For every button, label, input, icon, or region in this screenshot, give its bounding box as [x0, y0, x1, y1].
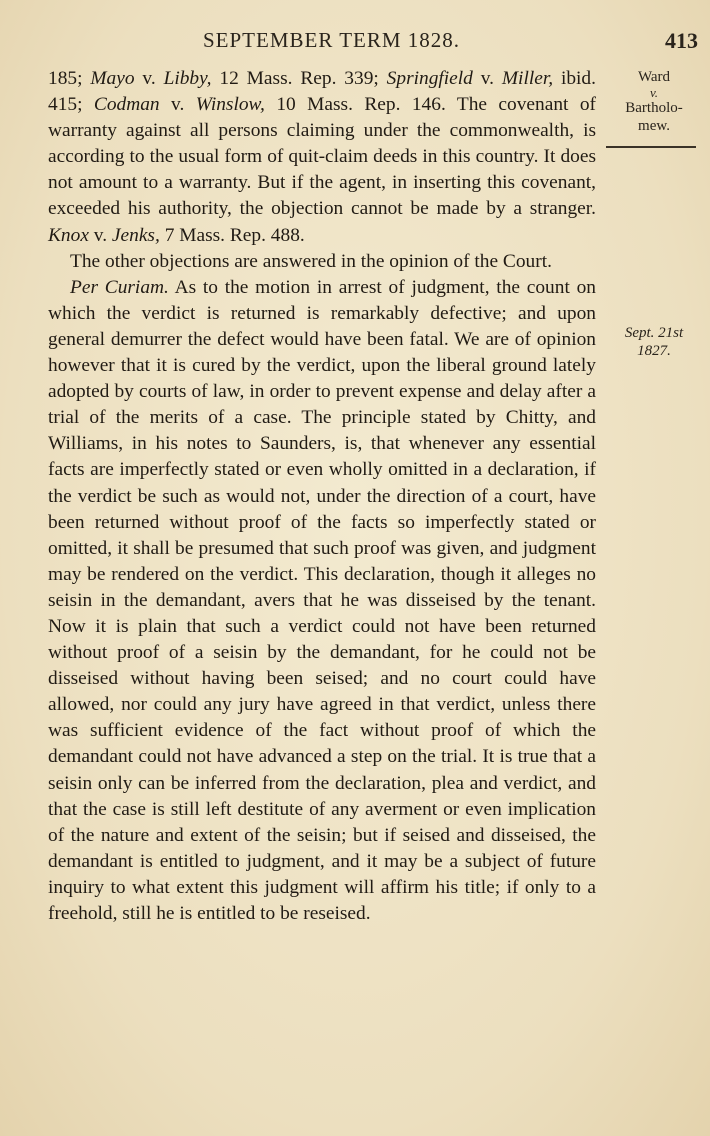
case-name: Knox	[48, 224, 89, 246]
margin-case-versus: v.	[649, 84, 659, 100]
case-name: Libby,	[163, 68, 212, 89]
margin-case-party1: Ward	[637, 69, 671, 85]
page-number: 413	[665, 28, 698, 53]
text-run: v.	[159, 94, 196, 116]
paragraph-opinion	[48, 275, 596, 927]
case-name: Codman	[93, 94, 160, 116]
text-run: ibid. 415;	[48, 68, 596, 116]
case-name: Springfield	[386, 68, 473, 89]
case-name: Miller,	[501, 68, 554, 89]
text-run: v.	[472, 68, 502, 89]
case-name: Jenks,	[111, 224, 160, 246]
text-run: 185;	[48, 68, 91, 89]
body-text	[48, 66, 596, 927]
page-header	[48, 28, 698, 58]
text-run: 12 Mass. Rep. 339;	[211, 68, 387, 89]
paragraph-objections: The other objections are answered in the opinion of the Court.	[70, 250, 552, 272]
case-name: Winslow,	[195, 94, 265, 116]
margin-divider	[606, 146, 696, 148]
text-run: v.	[88, 224, 112, 246]
margin-date-note	[606, 324, 702, 360]
opinion-body: As to the motion in arrest of judgment, the count on which the verdict is returned is remarkably defective; and upon general demurrer the defect would have been fatal. We are of opinion however that it is cured by the verdict, upon the liberal ground lately adopted by courts of law, in order to prevent expense and delay after a trial of the merits of a case. The principle stated by Chitty, and Williams, in his notes to Saunders, is, that whenever any essential facts are imperfectly stated or even wholly omitted in a declaration, if the verdict be such as would not, under the direction of a court, have been returned without proof of the facts so imperfectly stated or omitted, it shall be presumed that such proof was given, and judgment may be rendered on the verdict. This declaration, though it alleges no seisin in the demandant, avers that he was disseised by the tenant. Now it is plain that such a verdict could not have been returned without proof of a seisin by the demandant, for he could not be disseised without having been seised; and no court could have allowed, nor could any jury have agreed in that verdict, unless there was sufficient evidence of the fact without proof of which the demandant could not have advanced a step on the trial. It is true that a seisin only can be inferred from the declaration, plea and verdict, and that the case is still left destitute of any averment or even implication of the nature and extent of the seisin; but if seised and disseised, the demandant is entitled to judgment, and it may be a subject of future inquiry to what extent this judgment will affirm his title; if only to a freehold, still he is entitled to be reseised.	[48, 276, 596, 924]
paragraph-citations	[48, 66, 596, 249]
text-run: 10 Mass. Rep. 146. The covenant of warranty against all persons claiming under the commonwealth, is according to the usual form of quit-claim deeds in this country. It does not amount to a warranty. But if the agent, in inserting this covenant, exceeded his authority, the objection cannot be made by a stranger.	[48, 94, 596, 220]
text-run: v.	[134, 68, 164, 89]
margin-case-title	[606, 68, 702, 136]
margin-case-party2b: mew.	[638, 118, 670, 134]
opinion-lead: Per Curiam.	[70, 276, 169, 298]
margin-year: 1827.	[637, 343, 671, 359]
case-name: Mayo	[90, 68, 135, 89]
margin-date: Sept. 21st	[624, 325, 684, 341]
running-head: SEPTEMBER TERM 1828.	[203, 28, 461, 52]
margin-case-party2a: Bartholo-	[625, 99, 683, 116]
text-run: 7 Mass. Rep. 488.	[159, 224, 305, 246]
